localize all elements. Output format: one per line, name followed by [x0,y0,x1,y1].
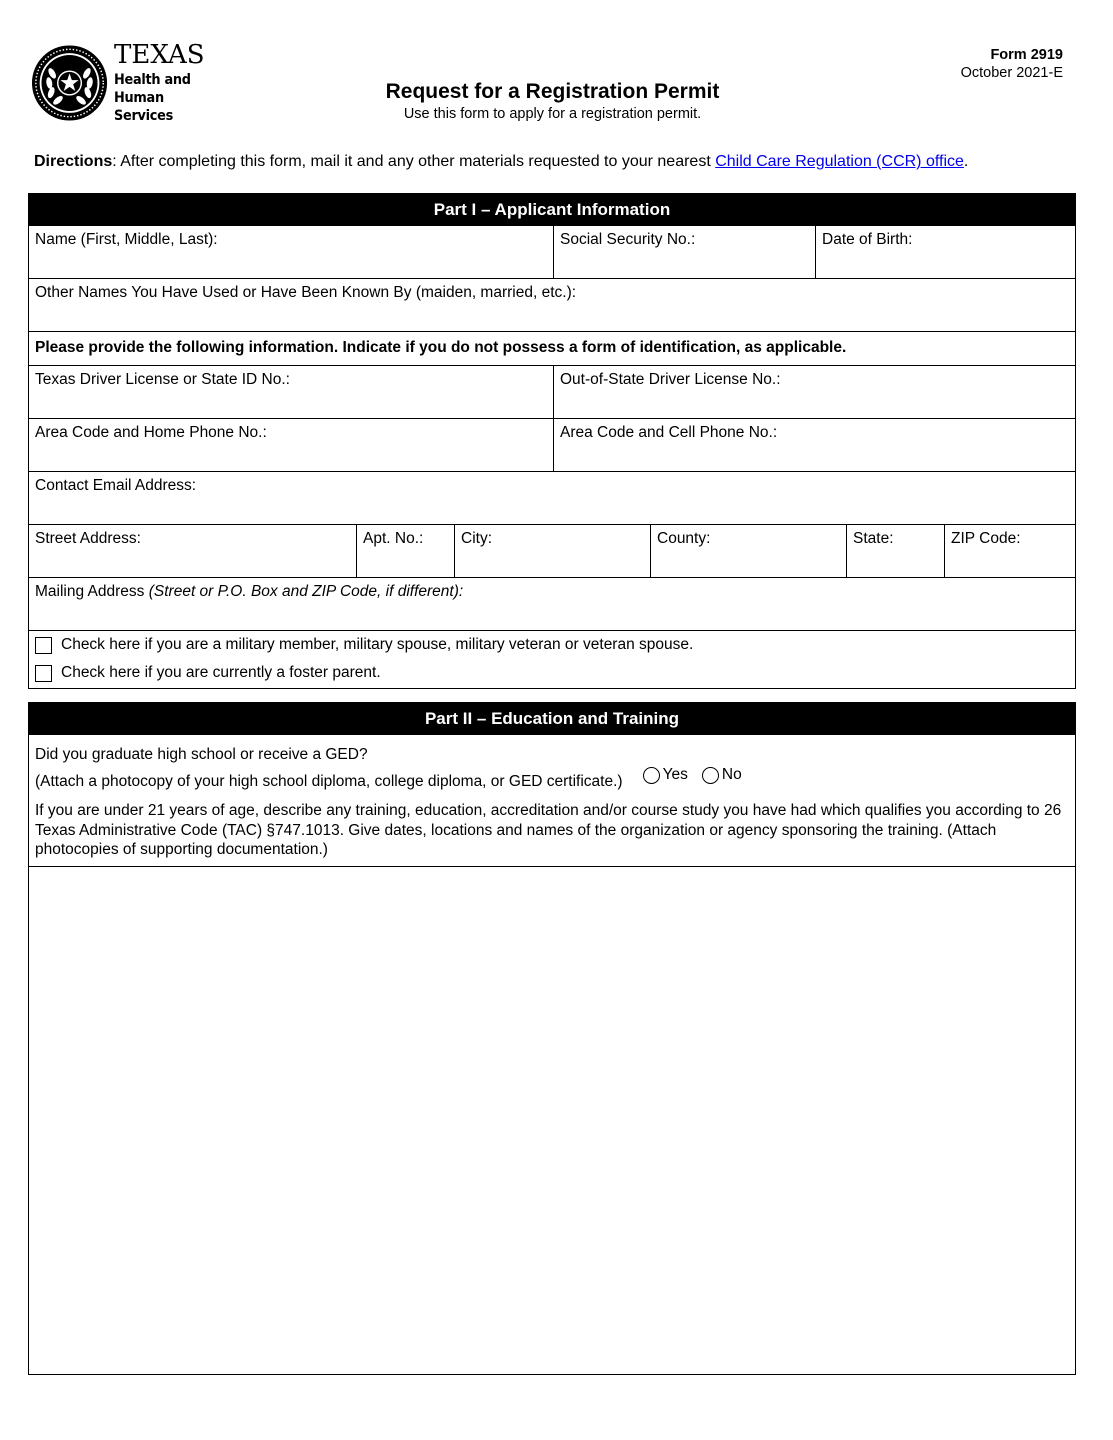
form-version: October 2021-E [960,65,1063,81]
radio-yes-label: Yes [662,766,688,783]
email-field[interactable] [29,472,1075,524]
state-field[interactable] [846,525,944,577]
oos-license-label: Out-of-State Driver License No.: [560,371,781,388]
mailing-label: Mailing Address [35,583,149,600]
row-other-names [29,278,1075,331]
ged-yes-option[interactable] [643,766,688,784]
part1-applicant-information [28,193,1076,689]
military-check-row[interactable] [29,631,1075,659]
row-email [29,471,1075,524]
county-label: County: [657,530,711,547]
ccr-office-link[interactable]: Child Care Regulation (CCR) office [715,153,964,170]
row-address [29,524,1075,577]
mailing-hint: (Street or P.O. Box and ZIP Code, if different): [148,583,464,600]
cell-phone-label: Area Code and Cell Phone No.: [560,424,778,441]
dob-label: Date of Birth: [822,231,913,248]
county-field[interactable] [650,525,846,577]
part2-heading: Part II – Education and Training [29,702,1075,735]
ged-question: Did you graduate high school or receive a GED? [35,746,368,763]
under21-instructions: If you are under 21 years of age, describe any training, education, accreditation and/or course study you have had which qualifies you according to 26 Texas Administrative Code (TAC) §747.1013. Give dates, locations and names of the organization or agency sponsoring the training. (Attach photocopies of supporting documentation.) [35,802,1062,858]
other-names-field[interactable] [29,279,1075,331]
row-id-note [29,331,1075,365]
row-licenses [29,365,1075,418]
zip-field[interactable] [944,525,1075,577]
ssn-label: Social Security No.: [560,231,696,248]
apt-field[interactable] [356,525,454,577]
title-block [0,80,1105,122]
row-mailing [29,577,1075,630]
apt-label: Apt. No.: [363,530,424,547]
home-phone-field[interactable] [29,419,553,471]
agency-name-line2: Health and Human [114,71,191,106]
state-label: State: [853,530,894,547]
military-check-label: Check here if you are a military member, military spouse, military veteran or veteran spouse. [61,636,694,653]
form-identifier [961,46,1063,82]
ged-note: (Attach a photocopy of your high school diploma, college diploma, or GED certificate.) [35,773,623,790]
email-label: Contact Email Address: [35,477,197,494]
directions [34,153,968,171]
part1-heading: Part I – Applicant Information [29,193,1075,226]
directions-label: Directions [34,153,113,170]
mailing-address-field[interactable] [29,578,1075,630]
radio-no[interactable] [702,767,719,784]
street-address-field[interactable] [29,525,356,577]
agency-name-texas: TEXAS [114,39,205,70]
row-name [29,226,1075,278]
ged-question-row [29,735,1075,797]
dob-field[interactable] [815,226,1075,278]
row-training-response [29,866,1075,1374]
radio-no-label: No [721,766,742,783]
radio-yes[interactable] [643,767,660,784]
page-subtitle: Use this form to apply for a registration permit. [403,106,702,122]
home-phone-label: Area Code and Home Phone No.: [35,424,267,441]
name-field[interactable] [29,226,553,278]
foster-parent-checkbox[interactable] [35,665,52,682]
tx-license-label: Texas Driver License or State ID No.: [35,371,290,388]
row-phones [29,418,1075,471]
row-checkboxes [29,630,1075,688]
ssn-field[interactable] [553,226,815,278]
part2-education-training [28,702,1076,1375]
form-number: Form 2919 [990,47,1063,63]
street-label: Street Address: [35,530,141,547]
name-label: Name (First, Middle, Last): [35,231,218,248]
tx-license-field[interactable] [29,366,553,418]
directions-trailing: . [963,153,969,170]
city-field[interactable] [454,525,650,577]
id-instructions: Please provide the following information. Indicate if you do not possess a form of identification, as applicable. [35,339,847,356]
agency-name-line3: Services [114,107,174,124]
ged-radio-group [643,753,756,797]
zip-label: ZIP Code: [951,530,1021,547]
other-names-label: Other Names You Have Used or Have Been Known By (maiden, married, etc.): [35,284,577,301]
military-checkbox[interactable] [35,637,52,654]
foster-check-label: Check here if you are currently a foster parent. [61,664,381,681]
training-description-textarea[interactable] [29,867,1075,1374]
cell-phone-field[interactable] [553,419,1075,471]
page-title: Request for a Registration Permit [385,80,720,103]
foster-check-row[interactable] [29,659,1075,687]
city-label: City: [461,530,492,547]
oos-license-field[interactable] [553,366,1075,418]
directions-text: : After completing this form, mail it and any other materials requested to your nearest [112,153,716,170]
ged-no-option[interactable] [702,766,742,784]
